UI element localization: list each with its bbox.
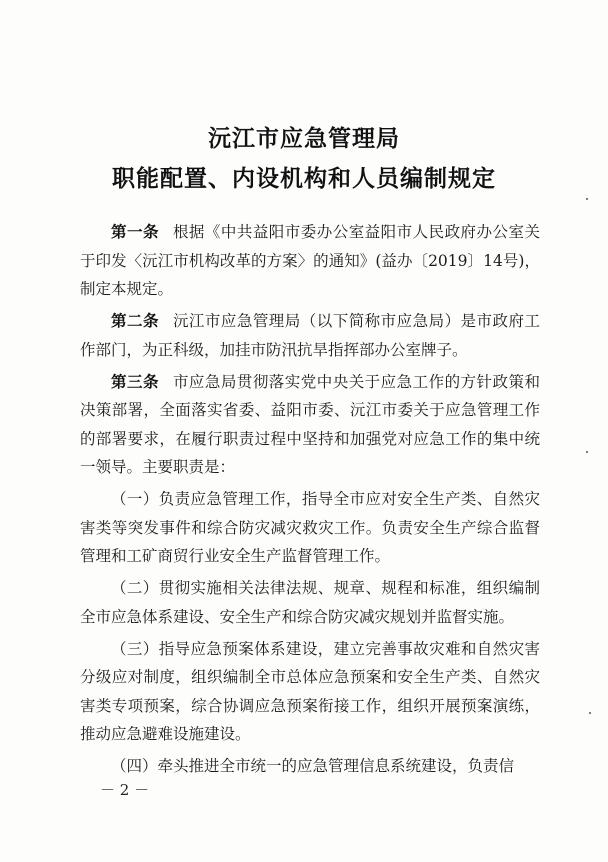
document-body [80,218,540,784]
article-3-text: 市应急局贯彻落实党中央关于应急工作的方针政策和决策部署，全面落实省委、益阳市委、沅江市委关于应急管理工作的部署要求，在履行职责过程中坚持和加强党对应急工作的集中统一领导。主要职责是： [80,372,540,476]
document-title-line-1: 沅江市应急管理局 [208,126,400,152]
scan-speck [589,712,591,714]
page-number: － 2 － [100,781,150,799]
duty-item-4: （四）牵头推进全市统一的应急管理信息系统建设，负责信 [111,757,515,775]
duty-item-1: （一）负责应急管理工作，指导全市应对安全生产类、自然灾害类等突发事件和综合防灾减灾救灾工作。负责安全生产综合监督管理和工矿商贸行业安全生产监督管理工作。 [80,490,540,565]
article-1-text: 根据《中共益阳市委办公室益阳市人民政府办公室关于印发〈沅江市机构改革的方案〉的通知》(益办〔2019〕14号)，制定本规定。 [80,223,540,298]
article-1 [80,218,540,304]
article-3-label: 第三条 [111,372,159,391]
article-2-label: 第二条 [111,312,159,330]
article-2 [80,307,540,364]
scan-speck [586,451,588,453]
article-3 [80,368,540,482]
article-1-label: 第一条 [111,223,159,241]
duty-item-2: （二）贯彻实施相关法律法规、规章、规程和标准，组织编制全市应急体系建设、安全生产和综合防灾减灾规划并监督实施。 [80,579,540,626]
scan-speck [586,198,588,200]
duty-item-3: （三）指导应急预案体系建设，建立完善事故灾难和自然灾害分级应对制度，组织编制全市总体应急预案和安全生产类、自然灾害类专项预案，综合协调应急预案衔接工作，组织开展预案演练，推动应急避难设施建设。 [80,639,540,743]
document-title-line-2: 职能配置、内设机构和人员编制规定 [112,166,496,192]
article-2-text: 沅江市应急管理局（以下简称市应急局）是市政府工作部门，为正科级，加挂市防汛抗旱指挥部办公室牌子。 [80,312,540,359]
